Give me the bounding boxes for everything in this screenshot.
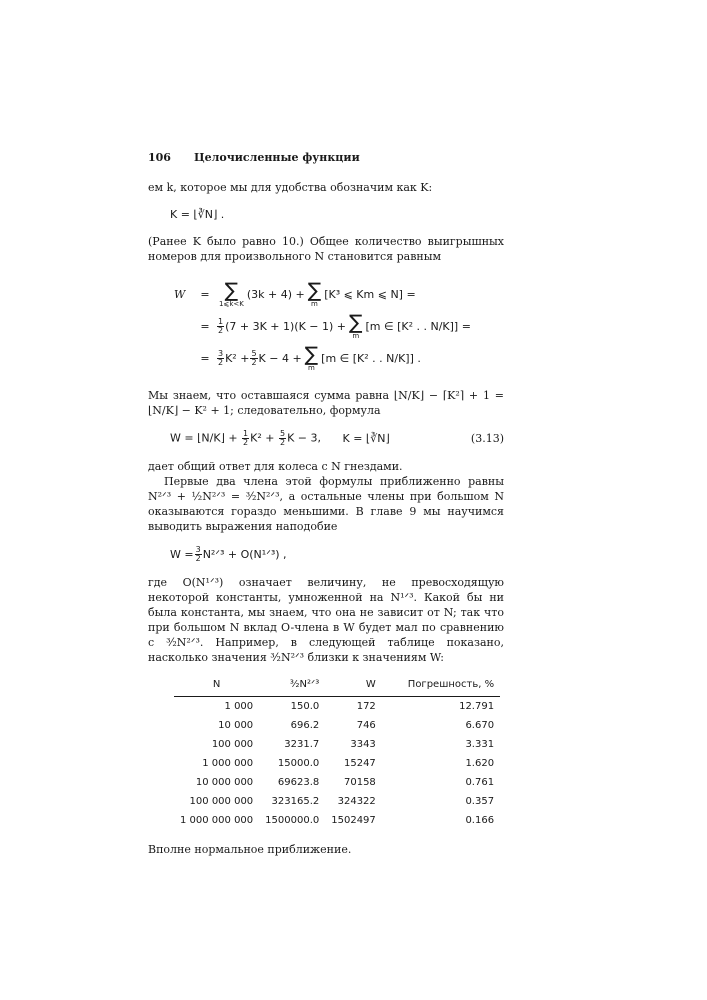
table-cell: 10 000 000 [195,777,254,788]
sum-sign: ∑ m [349,309,363,340]
table-cell: 100 000 [211,739,254,750]
table-cell: 12.791 [459,701,495,712]
paragraph-5: где O(N¹ᐟ³) означает величину, не превосходящую некоторой константы, умноженной на N¹ᐟ³. Какой бы ни была константа, мы знаем, что она не зависит от N; так что при большом N вклад O-члена в W будет мал по сравнению с ³⁄₂N²ᐟ³. Например, в следующей таблице показано, насколько значения ³⁄₂N²ᐟ³ близки к значениям W: [148,576,504,664]
column-header: N [174,675,259,697]
table-cell: 10 000 [218,720,254,731]
table-cell: 150.0 [290,701,320,712]
w-row-2: = $\frac{1}{2}$ (7 + 3K + 1)(K − 1) + ∑ m [m ∈ [K² . . N/K]] = [200,309,471,340]
running-header [148,150,504,168]
table-cell: 0.357 [465,796,495,807]
column-header: ³⁄₂N²ᐟ³ [259,675,325,697]
table-row [174,697,500,717]
k-definition: K = ⌊∛N⌋ . [170,208,225,221]
formula-3-13: W = ⌊N/K⌋ + $\frac{1}{2}$ K² + $\frac{5}{2}$ K − 3, K = ⌊∛N⌋ (3.13) [170,429,504,447]
table-cell: 70158 [343,777,376,788]
table-cell: 746 [356,720,376,731]
column-header: Погрешность, % [382,675,500,697]
table-cell: 1502497 [331,815,376,826]
table-cell: 3343 [350,739,376,750]
table-row [174,716,500,735]
table-cell: 324322 [337,796,376,807]
table-row [174,792,500,811]
table-cell: 0.761 [465,777,495,788]
paragraph-4: Первые два члена этой формулы приближенно равны N²ᐟ³ + ½N²ᐟ³ = ³⁄₂N²ᐟ³, а остальные члены при большом N оказываются гораздо меньшими. В главе 9 мы научимся выводить выражения наподобие [148,475,504,533]
table-cell: 69623.8 [277,777,320,788]
running-title: Целочисленные функции [194,151,360,164]
paragraph-3: дает общий ответ для колеса с N гнездами. [148,460,403,473]
table-row [174,811,500,830]
table-cell: 1 000 000 000 [180,815,254,826]
page-number: 106 [148,151,171,164]
equation-number: (3.13) [470,432,504,445]
table-cell: 3231.7 [284,739,320,750]
approximation-formula: W = $\frac{3}{2}$ N²ᐟ³ + O(N¹ᐟ³) , [170,545,287,563]
table-cell: 323165.2 [271,796,320,807]
page [148,150,504,857]
table-cell: 1.620 [465,758,495,769]
intro-line: ем k, которое мы для удобства обозначим как K: [148,181,433,194]
table-header-row [174,675,500,697]
table-cell: 1 000 [224,701,254,712]
table-cell: 15000.0 [277,758,320,769]
table-cell: 1500000.0 [265,815,320,826]
w-row-1: W = ∑ 1⩽k<K (3k + 4) + ∑ m [K³ ⩽ Km ⩽ N] = [174,277,416,308]
table-cell: 100 000 000 [189,796,254,807]
paragraph-2: Мы знаем, что оставшаяся сумма равна ⌊N/K⌋ − ⌈K²⌉ + 1 = ⌊N/K⌋ − K² + 1; следовательно, формула [148,389,504,417]
table-cell: 696.2 [290,720,320,731]
table-cell: 6.670 [465,720,495,731]
table-cell: 1 000 000 [202,758,254,769]
paragraph-1: (Ранее K было равно 10.) Общее количество выигрышных номеров для произвольного N становится равным [148,235,504,263]
table-row [174,773,500,792]
table-row [174,735,500,754]
sum-sign: ∑ 1⩽k<K [219,277,244,308]
column-header: W [325,675,382,697]
sum-sign: ∑ m [307,277,322,308]
table-cell: 172 [356,701,376,712]
comparison-table [174,675,500,830]
w-derivation [174,278,504,374]
w-row-3: = $\frac{3}{2}$ K² + $\frac{5}{2}$ K − 4 + ∑ m [m ∈ [K² . . N/K]] . [200,341,421,372]
sum-sign: ∑ m [304,341,319,372]
table-cell: 3.331 [465,739,495,750]
table-row [174,754,500,773]
table-cell: 0.166 [465,815,495,826]
table-cell: 15247 [343,758,376,769]
closing-line: Вполне нормальное приближение. [148,843,352,856]
